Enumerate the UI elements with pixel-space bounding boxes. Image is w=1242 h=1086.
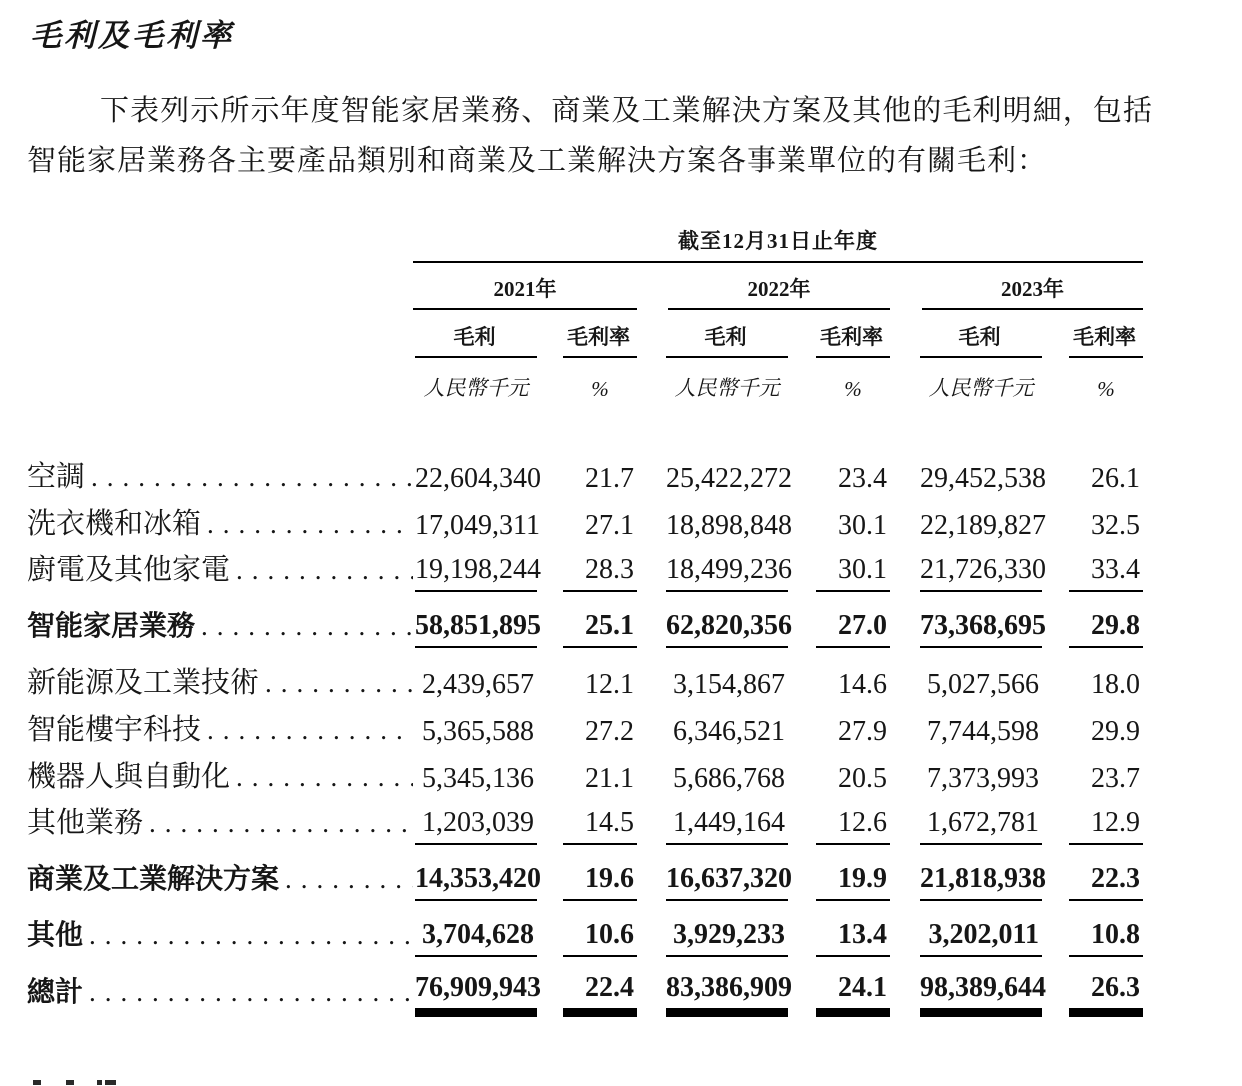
header-spacer-row bbox=[27, 402, 1143, 452]
gp-value: 3,929,233 bbox=[666, 919, 788, 957]
margin-value: 19.6 bbox=[563, 863, 637, 901]
column-header-row bbox=[27, 310, 1143, 358]
period-header: 截至12月31日止年度 bbox=[413, 224, 1143, 262]
dot-leader bbox=[195, 611, 413, 642]
row-label: 廚電及其他家電 bbox=[27, 554, 231, 586]
margin-value: 30.1 bbox=[838, 509, 887, 541]
gross-profit-header-2021: 毛利 bbox=[415, 321, 537, 358]
gp-value: 5,345,136 bbox=[422, 762, 534, 794]
margin-value: 27.1 bbox=[585, 509, 634, 541]
dot-leader bbox=[230, 762, 413, 793]
percent-unit-2023: % bbox=[1097, 377, 1115, 401]
margin-value: 27.2 bbox=[585, 715, 634, 747]
row-label: 新能源及工業技術 bbox=[27, 667, 260, 699]
margin-value: 12.6 bbox=[816, 807, 890, 845]
gp-value: 62,820,356 bbox=[666, 610, 788, 648]
margin-value: 33.4 bbox=[1069, 554, 1143, 592]
margin-value: 10.8 bbox=[1069, 919, 1143, 957]
gp-value: 98,389,644 bbox=[920, 972, 1042, 1014]
table-row-robotics-automation bbox=[27, 752, 1143, 799]
row-label: 機器人與自動化 bbox=[27, 761, 231, 793]
gp-value: 17,049,311 bbox=[415, 509, 540, 541]
margin-value: 27.9 bbox=[838, 715, 887, 747]
gp-value: 14,353,420 bbox=[415, 863, 537, 901]
gp-value: 21,818,938 bbox=[920, 863, 1042, 901]
dot-leader bbox=[143, 808, 413, 839]
period-header-row bbox=[27, 224, 1143, 262]
margin-value: 27.0 bbox=[816, 610, 890, 648]
year-header-2022: 2022年 bbox=[668, 273, 890, 310]
gp-value: 3,202,011 bbox=[920, 919, 1042, 957]
gp-value: 18,898,848 bbox=[666, 509, 792, 541]
row-label: 空調 bbox=[27, 461, 86, 493]
margin-value: 13.4 bbox=[816, 919, 890, 957]
intro-paragraph: 下表列示所示年度智能家居業務、商業及工業解決方案及其他的毛利明細，包括智能家居業務各主要產品類別和商業及工業解決方案各事業單位的有關毛利： bbox=[27, 95, 1153, 177]
margin-value: 28.3 bbox=[563, 554, 637, 592]
gp-value: 3,154,867 bbox=[673, 668, 785, 700]
margin-value: 21.1 bbox=[585, 762, 634, 794]
table-row-commercial-industrial-subtotal bbox=[27, 855, 1143, 911]
year-header-2023: 2023年 bbox=[922, 273, 1143, 310]
gp-value: 73,368,695 bbox=[920, 610, 1042, 648]
margin-value: 14.6 bbox=[838, 668, 887, 700]
margin-value: 23.7 bbox=[1091, 762, 1141, 794]
gp-value: 19,198,244 bbox=[415, 554, 537, 592]
row-label: 智能家居業務 bbox=[27, 610, 196, 641]
percent-unit-2021: % bbox=[591, 377, 609, 401]
row-label: 總計 bbox=[27, 976, 84, 1007]
table-row-others bbox=[27, 911, 1143, 967]
gp-value: 58,851,895 bbox=[415, 610, 537, 648]
gross-profit-header-2022: 毛利 bbox=[666, 321, 788, 358]
table-row-new-energy-industrial bbox=[27, 658, 1143, 705]
gp-value: 1,449,164 bbox=[666, 807, 788, 845]
margin-value: 26.1 bbox=[1091, 462, 1141, 494]
table-row-laundry-refrigeration bbox=[27, 499, 1143, 546]
row-label: 其他業務 bbox=[27, 807, 144, 839]
gp-value: 2,439,657 bbox=[422, 668, 534, 700]
margin-value: 24.1 bbox=[816, 972, 890, 1014]
margin-value: 10.6 bbox=[563, 919, 637, 957]
row-label: 商業及工業解決方案 bbox=[27, 863, 280, 894]
gp-value: 22,189,827 bbox=[920, 509, 1046, 541]
gross-profit-header-2023: 毛利 bbox=[920, 321, 1042, 358]
row-label: 其他 bbox=[27, 919, 84, 950]
margin-value: 14.5 bbox=[563, 807, 637, 845]
gp-value: 29,452,538 bbox=[920, 462, 1046, 494]
dot-leader bbox=[83, 920, 413, 951]
section-title: 毛利及毛利率 bbox=[30, 18, 234, 53]
margin-value: 12.9 bbox=[1069, 807, 1143, 845]
margin-value: 30.1 bbox=[816, 554, 890, 592]
unit-header-row bbox=[27, 358, 1143, 402]
table-row-total bbox=[27, 967, 1143, 1024]
gp-value: 18,499,236 bbox=[666, 554, 788, 592]
gp-value: 16,637,320 bbox=[666, 863, 788, 901]
row-label: 洗衣機和冰箱 bbox=[27, 508, 202, 540]
year-header-2021: 2021年 bbox=[413, 273, 637, 310]
margin-value: 29.9 bbox=[1091, 715, 1141, 747]
dot-leader bbox=[83, 977, 413, 1008]
currency-unit-2021: 人民幣千元 bbox=[423, 376, 529, 400]
margin-header-2023: 毛利率 bbox=[1069, 321, 1143, 358]
dot-leader bbox=[259, 668, 413, 699]
currency-unit-2023: 人民幣千元 bbox=[928, 376, 1034, 400]
table-row-smart-home-subtotal bbox=[27, 602, 1143, 658]
currency-unit-2022: 人民幣千元 bbox=[674, 376, 780, 400]
empty-corner-cell bbox=[27, 224, 413, 262]
table-row-kitchen-appliances bbox=[27, 546, 1143, 602]
margin-value: 26.3 bbox=[1069, 972, 1143, 1014]
margin-value: 22.3 bbox=[1069, 863, 1143, 901]
gp-value: 6,346,521 bbox=[673, 715, 785, 747]
margin-value: 20.5 bbox=[838, 762, 887, 794]
dot-leader bbox=[279, 864, 413, 895]
dot-leader bbox=[230, 555, 413, 586]
table-row-smart-building bbox=[27, 705, 1143, 752]
gp-value: 76,909,943 bbox=[415, 972, 537, 1014]
margin-header-2022: 毛利率 bbox=[816, 321, 890, 358]
margin-header-2021: 毛利率 bbox=[563, 321, 637, 358]
margin-value: 29.8 bbox=[1069, 610, 1143, 648]
row-label: 智能樓宇科技 bbox=[27, 714, 202, 746]
percent-unit-2022: % bbox=[844, 377, 862, 401]
table-row-air-conditioning bbox=[27, 452, 1143, 499]
margin-value: 19.9 bbox=[816, 863, 890, 901]
gross-profit-table bbox=[27, 224, 1143, 1024]
gp-value: 5,027,566 bbox=[927, 668, 1039, 700]
table-row-other-businesses bbox=[27, 799, 1143, 855]
cutoff-text-fragment bbox=[33, 1080, 153, 1086]
gp-value: 5,365,588 bbox=[422, 715, 534, 747]
year-header-row bbox=[27, 262, 1143, 310]
gp-value: 7,744,598 bbox=[927, 715, 1039, 747]
gp-value: 83,386,909 bbox=[666, 972, 788, 1014]
margin-value: 32.5 bbox=[1091, 509, 1141, 541]
margin-value: 12.1 bbox=[585, 668, 634, 700]
gp-value: 1,672,781 bbox=[920, 807, 1042, 845]
margin-value: 23.4 bbox=[838, 462, 887, 494]
margin-value: 22.4 bbox=[563, 972, 637, 1014]
gp-value: 22,604,340 bbox=[415, 462, 541, 494]
gp-value: 7,373,993 bbox=[927, 762, 1039, 794]
gp-value: 25,422,272 bbox=[666, 462, 792, 494]
margin-value: 21.7 bbox=[585, 462, 634, 494]
gp-value: 5,686,768 bbox=[673, 762, 785, 794]
dot-leader bbox=[85, 462, 413, 493]
dot-leader bbox=[201, 509, 413, 540]
gp-value: 3,704,628 bbox=[415, 919, 537, 957]
gp-value: 21,726,330 bbox=[920, 554, 1042, 592]
dot-leader bbox=[201, 715, 413, 746]
margin-value: 25.1 bbox=[563, 610, 637, 648]
gp-value: 1,203,039 bbox=[415, 807, 537, 845]
margin-value: 18.0 bbox=[1091, 668, 1141, 700]
